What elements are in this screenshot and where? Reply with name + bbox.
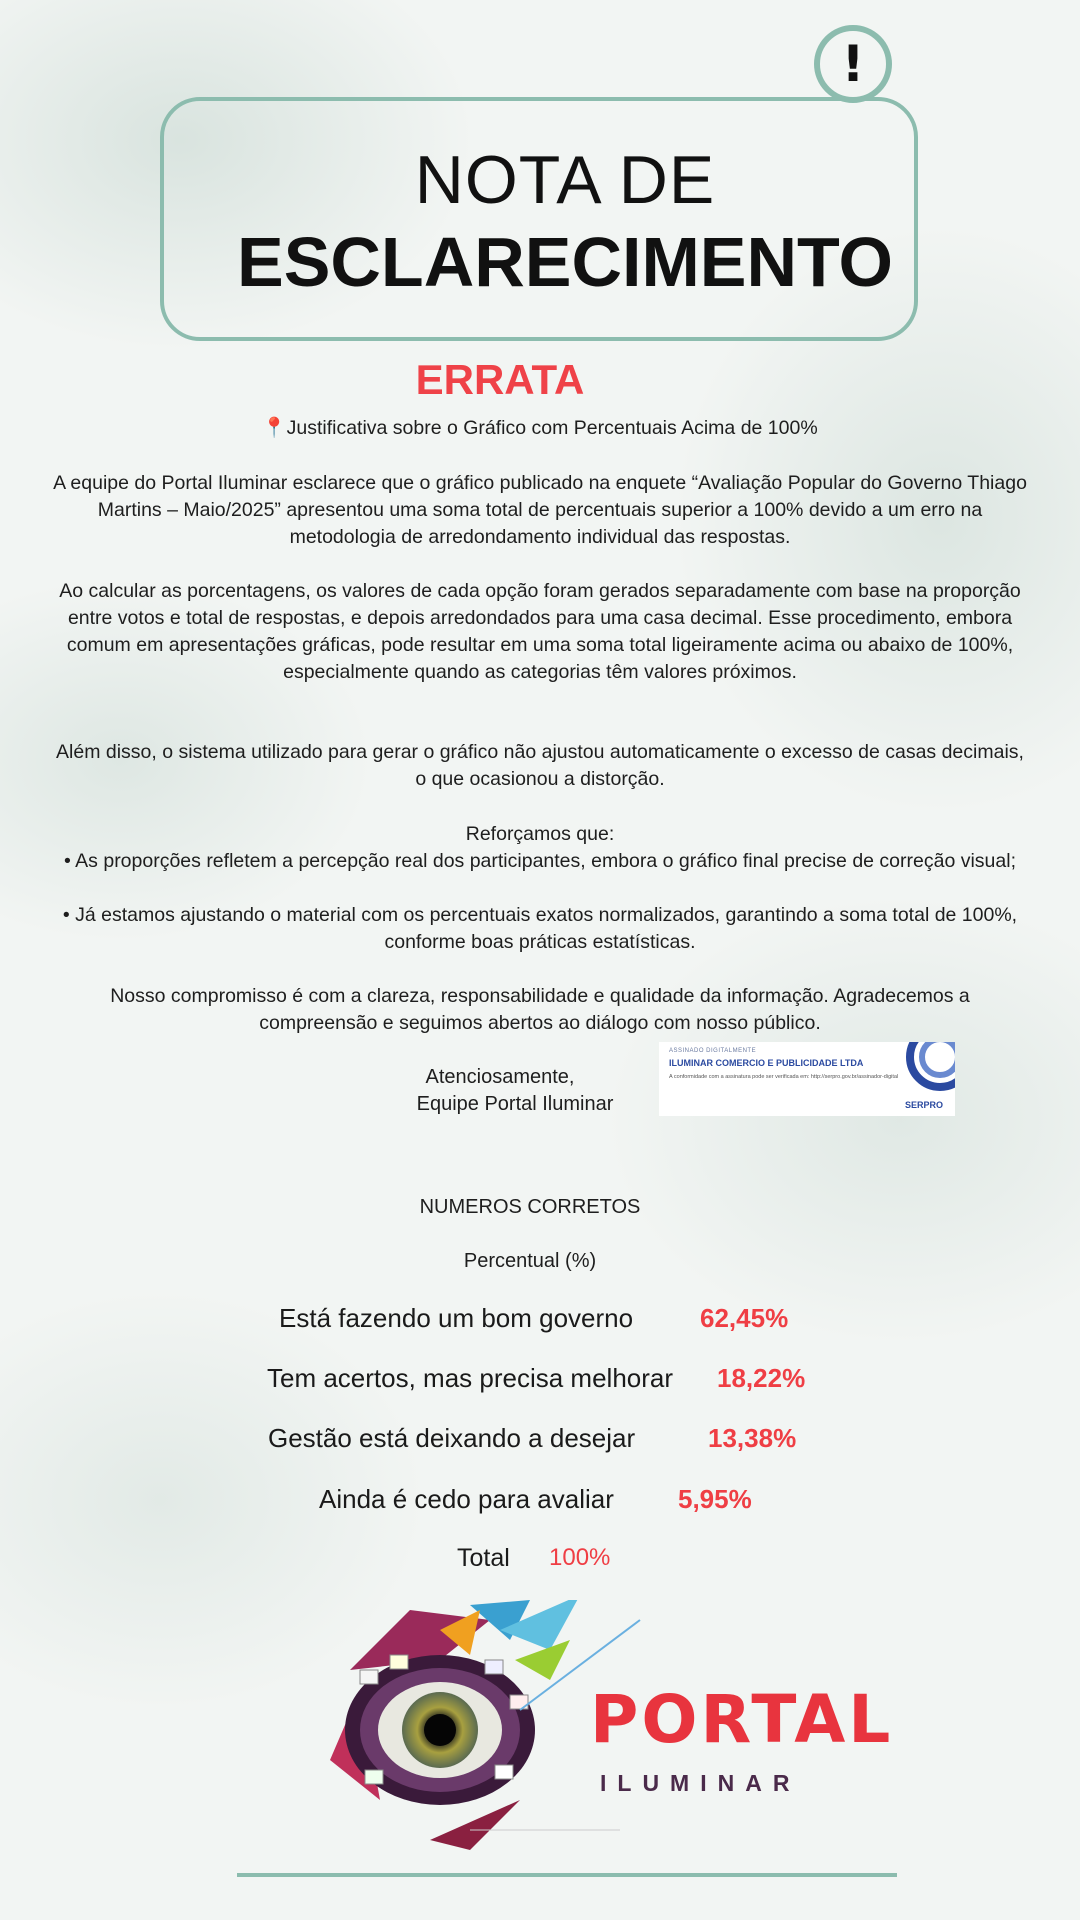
results-subheading: Percentual (%) xyxy=(463,1250,597,1272)
paragraph-5: • As proporções refletem a percepção real dos participantes, embora o gráfico final precise de correção visual; xyxy=(64,850,1016,872)
paragraph-6: • Já estamos ajustando o material com os percentuais exatos normalizados, garantindo a soma total de 100%, conforme boas práticas estatísticas. xyxy=(62,904,1018,953)
paragraph-2: Ao calcular as porcentagens, os valores de cada opção foram gerados separadamente com base na proporção entre votos e total de respostas, e depois arredondados para uma casa decimal. Esse procedimento, embora comum em apresentações gráficas, pode resultar em uma soma total ligeiramente acima ou abaixo de 100%, especialmente quando as categorias têm valores próximos. xyxy=(59,580,1021,683)
seal-arc-icon xyxy=(905,1042,955,1092)
total-value: 100% xyxy=(549,1544,611,1571)
result-value: 18,22% xyxy=(717,1363,806,1393)
result-value: 13,38% xyxy=(708,1423,797,1453)
alert-icon xyxy=(814,25,892,103)
logo-subtitle: ILUMINAR xyxy=(600,1770,801,1796)
result-row xyxy=(0,1358,1080,1398)
seal-line-2: ILUMINAR COMERCIO E PUBLICIDADE LTDA xyxy=(669,1058,864,1068)
footer-divider xyxy=(237,1873,897,1877)
paragraph-7: Nosso compromisso é com a clareza, responsabilidade e qualidade da informação. Agradecemos a compreensão e seguimos abertos ao diálogo com nosso público. xyxy=(110,985,970,1034)
subtitle-text: Justificativa sobre o Gráfico com Percentuais Acima de 100% xyxy=(286,417,818,439)
result-row xyxy=(0,1418,1080,1458)
seal-line-3: A conformidade com a assinatura pode ser verificada em: http://serpro.gov.br/assinador-digital xyxy=(669,1074,899,1080)
result-label: Tem acertos, mas precisa melhorar xyxy=(267,1363,674,1393)
result-label: Gestão está deixando a desejar xyxy=(268,1423,636,1453)
logo-title: PORTAL xyxy=(590,1681,894,1758)
result-label: Ainda é cedo para avaliar xyxy=(319,1484,614,1514)
result-label: Está fazendo um bom governo xyxy=(279,1303,634,1333)
digital-signature-seal xyxy=(659,1042,955,1116)
exclamation-icon: ! xyxy=(841,35,865,93)
paragraph-4: Reforçamos que: xyxy=(465,823,615,845)
signature-closing: Atenciosamente, xyxy=(425,1066,575,1088)
result-row xyxy=(0,1298,1080,1338)
seal-brand: SERPRO xyxy=(904,1100,943,1110)
paragraph-1: A equipe do Portal Iluminar esclarece que o gráfico publicado na enquete “Avaliação Popular do Governo Thiago Martins – Maio/2025” apresentou uma soma total de percentuais superior a 100% devido a um erro na metodologia de arredondamento individual das respostas. xyxy=(53,472,1027,548)
errata-heading: ERRATA xyxy=(415,356,585,403)
seal-line-1: ASSINADO DIGITALMENTE xyxy=(669,1048,757,1054)
signature-team: Equipe Portal Iluminar xyxy=(416,1093,614,1115)
title-line-2: ESCLARECIMENTO xyxy=(237,223,893,301)
results-heading: NUMEROS CORRETOS xyxy=(419,1196,641,1218)
total-label: Total xyxy=(457,1544,510,1572)
result-row xyxy=(0,1479,1080,1519)
paragraph-3: Além disso, o sistema utilizado para gerar o gráfico não ajustou automaticamente o excesso de casas decimais, o que ocasionou a distorção. xyxy=(56,741,1024,790)
pin-icon: 📍 xyxy=(262,417,287,439)
title-line-1: NOTA DE xyxy=(414,142,716,218)
result-value: 62,45% xyxy=(700,1303,789,1333)
subtitle xyxy=(52,415,1028,442)
result-value: 5,95% xyxy=(678,1484,752,1514)
total-row xyxy=(0,1538,1080,1578)
